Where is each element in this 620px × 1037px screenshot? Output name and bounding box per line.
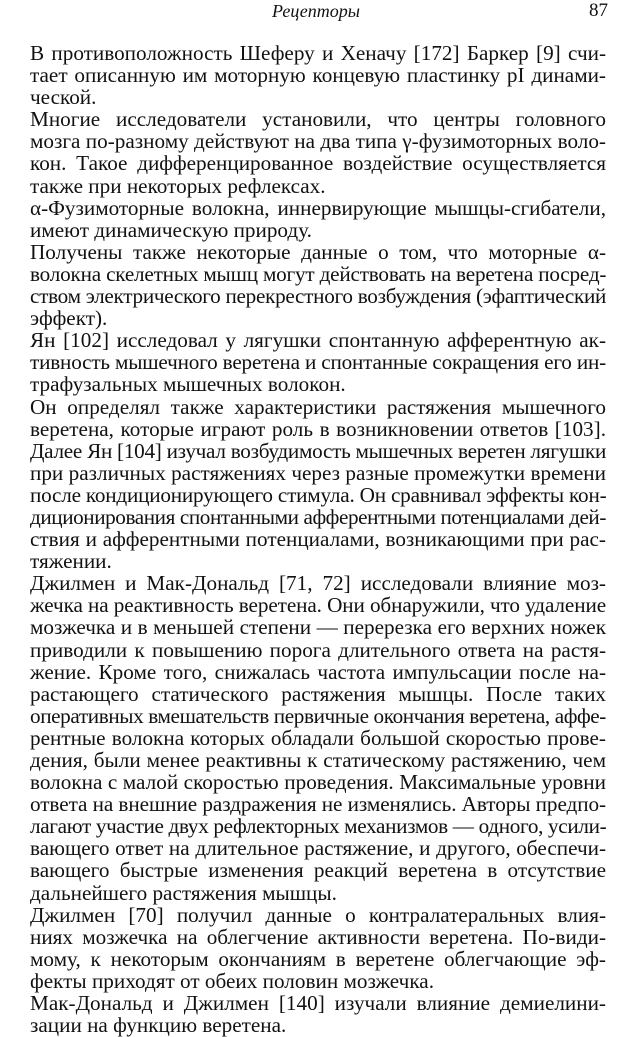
paragraph [30, 992, 606, 1036]
text-line: мому, к некоторым окончаниям в веретене облегчающие эф- [30, 946, 606, 971]
text-line: Далее Ян [104] изучал возбудимость мышечных веретен лягушки [30, 438, 607, 463]
text-line: Джилмен [70] получил данные о контралатеральных влия- [30, 902, 606, 927]
paragraph [30, 329, 606, 395]
text-line: ответа на внешние раздражения не изменялись. Авторы предпо- [30, 792, 607, 817]
paragraph [30, 396, 606, 573]
paragraph [30, 241, 606, 329]
text-line: ством электрического перекрестного возбуждения (эфаптический [30, 284, 607, 309]
paragraph [30, 572, 606, 903]
running-title: Рецепторы [272, 1, 360, 21]
text-line: эффект). [30, 306, 108, 331]
text-line: вающего ответ на длительное растяжение, и другого, обеспечи- [30, 836, 606, 861]
text-line: Джилмен и Мак-Дональд [71, 72] исследовали влияние моз- [30, 571, 606, 596]
text-line: Многие исследователи установили, что центры головного [30, 107, 606, 132]
text-line: после кондиционирующего стимула. Он сравнивал эффекты кон- [30, 482, 607, 507]
text-line: приводили к повышению порога длительного ответа на растя- [30, 637, 606, 662]
text-line: рентные волокна которых обладали большой скоростью прове- [30, 725, 606, 750]
text-line: зации на функцию веретена. [30, 1013, 287, 1037]
text-line: волокна скелетных мышц могут действовать на веретена посред- [30, 261, 607, 286]
text-line: трафузальных мышечных волокон. [30, 372, 346, 397]
text-line: ниях мозжечка на облегчение активности веретена. По-види- [30, 924, 606, 949]
text-line: α-Фузимоторные волокна, иннервирующие мышцы-сгибатели, [30, 195, 606, 220]
text-line: имеют динамическую природу. [30, 217, 312, 242]
text-line: Получены также некоторые данные о том, что моторные α- [30, 239, 606, 264]
text-line: дальнейшего растяжения мышцы. [30, 880, 337, 905]
text-line: тяжении. [30, 549, 112, 574]
text-line: растающего статического растяжения мышцы. После таких [30, 681, 606, 706]
text-line: также при некоторых рефлексах. [30, 173, 326, 198]
text-line: Он определял также характеристики растяжения мышечного [30, 394, 606, 419]
paragraph [30, 904, 606, 992]
text-line: тивность мышечного веретена и спонтанные сокращения его ин- [30, 350, 606, 375]
text-line: лагают участие двух рефлекторных механизмов — одного, усили- [30, 814, 607, 839]
text-line: дения, были менее реактивны к статическому растяжению, чем [30, 748, 606, 772]
text-line: фекты приходят от обеих половин мозжечка. [30, 968, 435, 993]
paragraph [30, 108, 606, 196]
text-line: тает описанную им моторную концевую пластинку pI динами- [30, 63, 606, 88]
body-text [30, 42, 606, 1036]
text-line: кон. Такое дифференцированное воздействие осуществляется [30, 151, 606, 176]
text-line: ческой. [30, 85, 97, 110]
page-number: 87 [589, 0, 608, 21]
paragraph [30, 42, 606, 108]
text-line: волокна с малой скоростью проведения. Максимальные уровни [30, 770, 606, 795]
text-line: мозжечка и в меньшей степени — перерезка его верхних ножек [30, 615, 606, 640]
text-line: жение. Кроме того, снижалась частота импульсации после на- [30, 659, 606, 684]
text-line: мозга по-разному действуют на два типа γ-фузимоторных воло- [30, 129, 606, 154]
text-line: ствия и афферентными потенциалами, возникающими при рас- [30, 527, 606, 552]
paragraph [30, 197, 606, 241]
text-line: оперативных вмешательств первичные окончания веретена, аффе- [30, 703, 606, 728]
text-line: веретена, которые играют роль в возникновении ответов [103]. [30, 416, 606, 441]
text-line: жечка на реактивность веретена. Они обнаружили, что удаление [30, 593, 606, 618]
text-line: В противоположность Шеферу и Хеначу [172] Баркер [9] счи- [30, 41, 606, 65]
text-line: Ян [102] исследовал у лягушки спонтанную афферентную ак- [30, 328, 606, 353]
text-line: вающего быстрые изменения реакций веретена в отсутствие [30, 858, 606, 883]
text-line: Мак-Дональд и Джилмен [140] изучали влияние демиелини- [30, 991, 606, 1016]
text-line: диционирования спонтанными афферентными потенциалами дей- [30, 504, 606, 529]
text-line: при различных растяжениях через разные промежутки времени [30, 460, 606, 485]
